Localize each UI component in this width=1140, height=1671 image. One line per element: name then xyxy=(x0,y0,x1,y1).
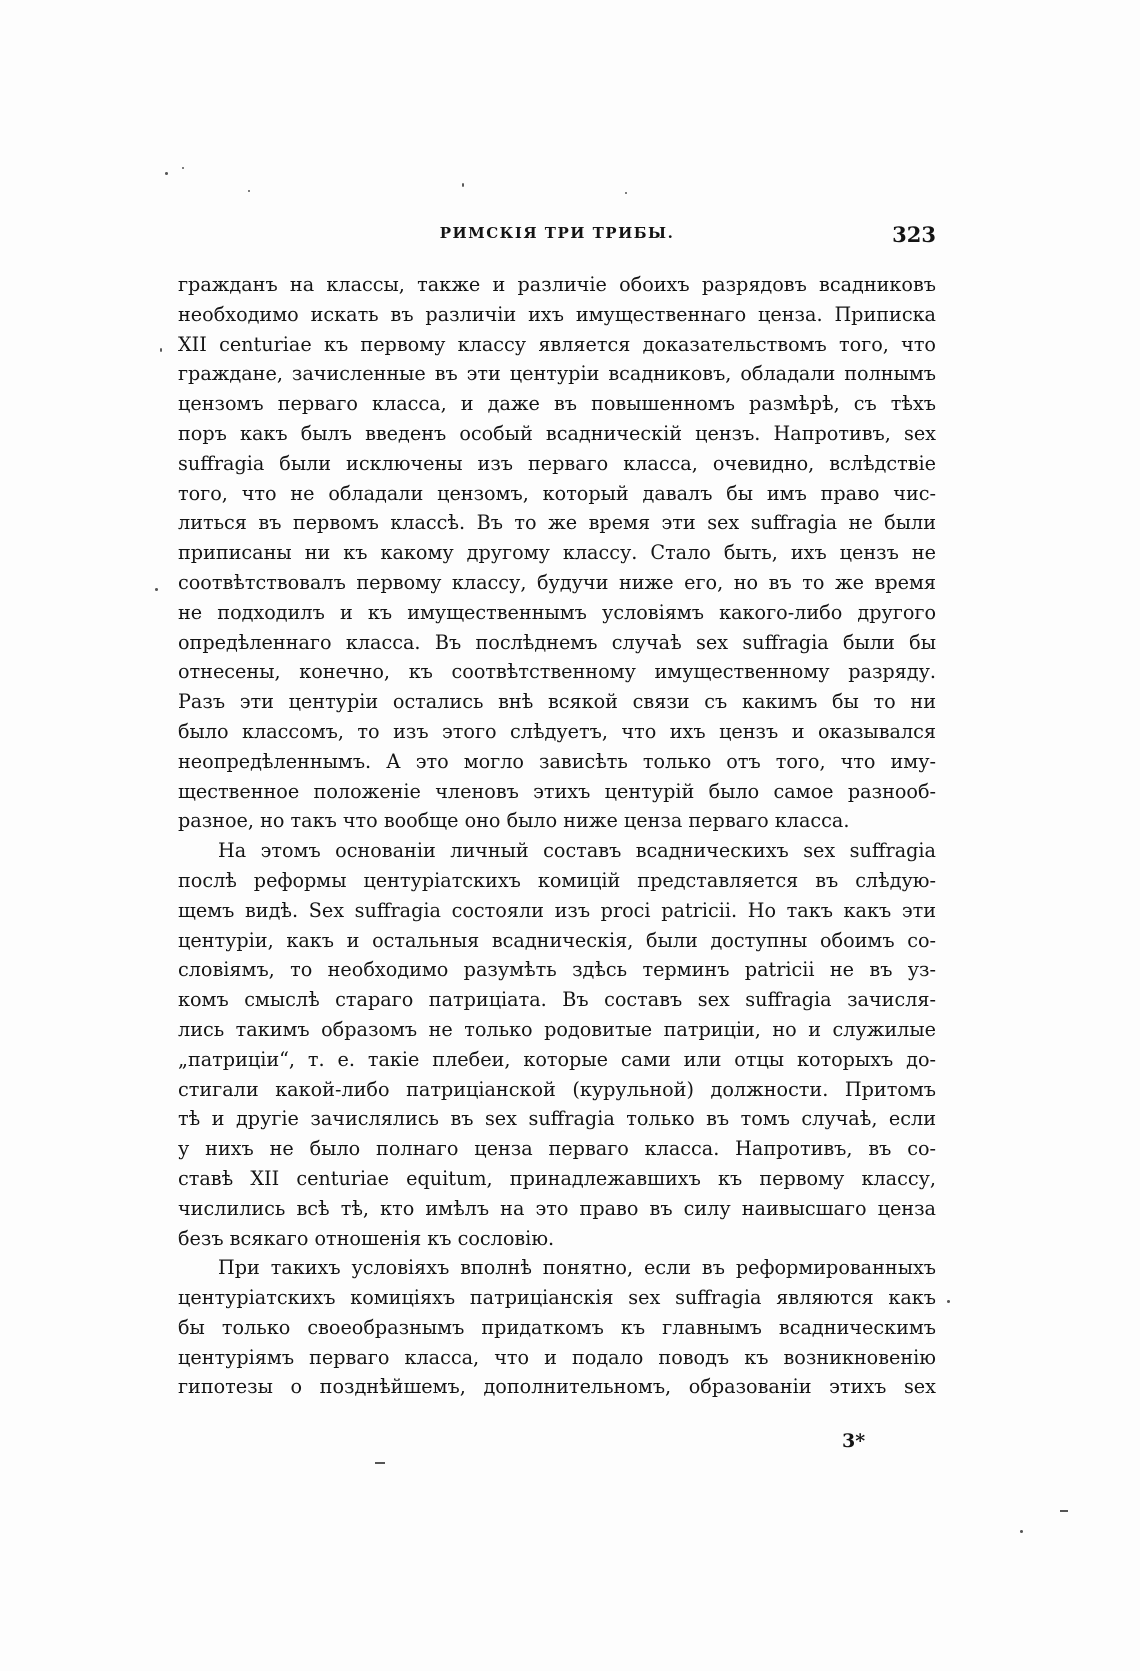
text-line: цензомъ перваго класса, и даже въ повышенномъ размѣрѣ, съ тѣхъ xyxy=(178,392,936,416)
text-line: лись такимъ образомъ не только родовитые патриціи, но и служилые xyxy=(178,1017,936,1041)
text-line: гипотезы о позднѣйшемъ, дополнительномъ, образованіи этихъ sex xyxy=(178,1375,936,1399)
text-line: опредѣленнаго класса. Въ послѣднемъ случаѣ sex suffragia были бы xyxy=(178,630,936,654)
text-line: стигали какой-либо патриціанской (курульной) должности. Притомъ xyxy=(178,1077,936,1101)
scan-speck xyxy=(155,588,158,591)
text-line: поръ какъ былъ введенъ особый всадническій цензъ. Напротивъ, sex xyxy=(178,421,936,445)
text-line: того, что не обладали цензомъ, который давалъ бы имъ право чис- xyxy=(178,481,936,505)
text-line: не подходилъ и къ имущественнымъ условіямъ какого-либо другого xyxy=(178,600,936,624)
text-line: щемъ видѣ. Sex suffragia состояли изъ proci patricii. Но такъ какъ эти xyxy=(178,898,936,922)
text-line: было классомъ, то изъ этого слѣдуетъ, что ихъ цензъ и оказывался xyxy=(178,719,936,743)
body-text xyxy=(178,270,936,1402)
signature-mark: 3* xyxy=(842,1430,866,1452)
scan-speck xyxy=(1060,1510,1068,1512)
scan-speck xyxy=(182,167,184,169)
scan-speck xyxy=(160,348,162,352)
text-line: словіямъ, то необходимо разумѣть здѣсь терминъ patricii не въ уз- xyxy=(178,958,936,982)
text-line: suffragia были исключены изъ перваго класса, очевидно, вслѣдствіе xyxy=(178,451,936,475)
text-line: приписаны ни къ какому другому классу. Стало быть, ихъ цензъ не xyxy=(178,541,936,565)
text-line: неопредѣленнымъ. А это могло зависѣть только отъ того, что иму- xyxy=(178,749,936,773)
text-line: тѣ и другіе зачислялись въ sex suffragia только въ томъ случаѣ, если xyxy=(178,1107,936,1131)
text-line: На этомъ основаніи личный составъ всадническихъ sex suffragia xyxy=(218,839,936,863)
text-line: у нихъ не было полнаго ценза перваго класса. Напротивъ, въ со- xyxy=(178,1137,936,1161)
scan-speck xyxy=(375,1462,385,1464)
text-line: комъ смыслѣ стараго патриціата. Въ составъ sex suffragia зачисля- xyxy=(178,988,936,1012)
text-line: центуріатскихъ комиціяхъ патриціанскія sex suffragia являются какъ xyxy=(178,1286,936,1310)
text-line: разное, но такъ что вообще оно было ниже ценза перваго класса. xyxy=(178,809,850,833)
text-line: числились всѣ тѣ, кто имѣлъ на это право въ силу наивысшаго ценза xyxy=(178,1196,936,1220)
scan-speck xyxy=(625,192,627,194)
text-line: безъ всякаго отношенія къ сословію. xyxy=(178,1226,555,1250)
scan-speck xyxy=(165,172,168,175)
running-title: РИМСКІЯ ТРИ ТРИБЫ. xyxy=(439,224,675,242)
text-line: ставѣ XII centuriae equitum, принадлежавшихъ къ первому классу, xyxy=(178,1166,936,1190)
text-line: бы только своеобразнымъ придаткомъ къ главнымъ всадническимъ xyxy=(178,1315,936,1339)
text-line: „патриціи“, т. е. такіе плебеи, которые сами или отцы которыхъ до- xyxy=(178,1047,936,1071)
text-line: соотвѣтствовалъ первому классу, будучи ниже его, но въ то же время xyxy=(178,570,936,594)
scan-speck xyxy=(947,1300,950,1303)
scan-speck xyxy=(1020,1530,1023,1533)
running-head xyxy=(178,222,936,252)
text-line: гражданъ на классы, также и различіе обоихъ разрядовъ всадниковъ xyxy=(178,273,936,296)
text-line: центуріямъ перваго класса, что и подало поводъ къ возникновенію xyxy=(178,1345,936,1369)
text-line: послѣ реформы центуріатскихъ комицій представляется въ слѣдую- xyxy=(178,868,936,892)
scan-speck xyxy=(462,183,464,187)
text-line: щественное положеніе членовъ этихъ центурій было самое разнооб- xyxy=(178,779,936,803)
text-line: литься въ первомъ классѣ. Въ то же время эти sex suffragia не были xyxy=(178,511,936,535)
scan-speck xyxy=(248,190,250,192)
text-line: отнесены, конечно, къ соотвѣтственному имущественному разряду. xyxy=(178,660,936,684)
text-line: Разъ эти центуріи остались внѣ всякой связи съ какимъ бы то ни xyxy=(178,690,936,714)
text-line: При такихъ условіяхъ вполнѣ понятно, если въ реформированныхъ xyxy=(218,1256,936,1280)
text-line: XII centuriae къ первому классу является доказательствомъ того, что xyxy=(178,332,936,356)
text-line: центуріи, какъ и остальныя всадническія, были доступны обоимъ со- xyxy=(178,928,936,952)
text-line: граждане, зачисленные въ эти центуріи всадниковъ, обладали полнымъ xyxy=(178,362,936,386)
text-line: необходимо искать въ различіи ихъ имущественнаго ценза. Приписка xyxy=(178,302,936,326)
page-number: 323 xyxy=(892,222,936,247)
